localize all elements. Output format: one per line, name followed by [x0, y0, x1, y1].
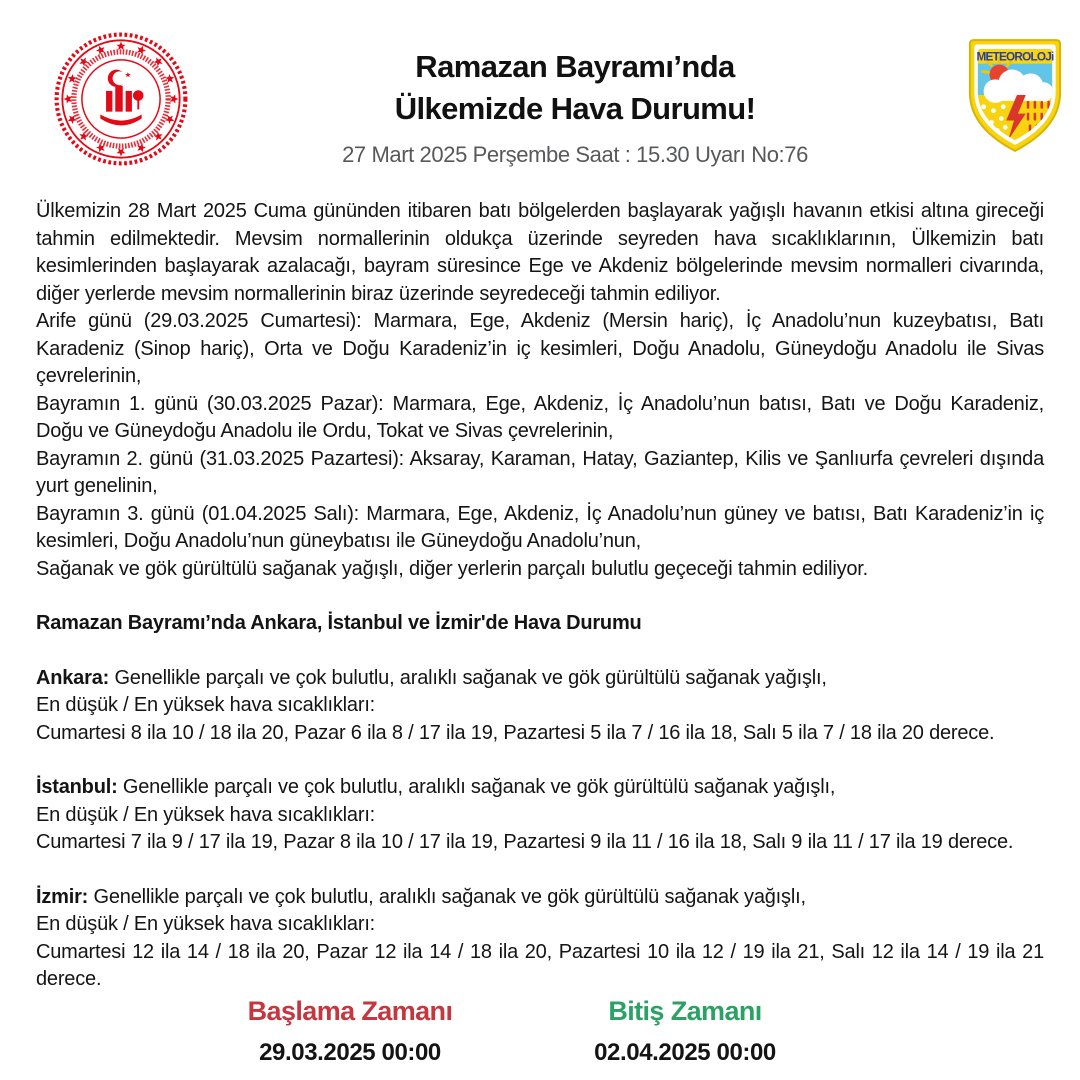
end-time-column [540, 996, 830, 1067]
paragraph-arife-gunu: Arife günü (29.03.2025 Cumartesi): Marmara, Ege, Akdeniz (Mersin hariç), İç Anadolu’nun kuzeybatısı, Batı Karadeniz (Sinop hariç), Orta ve Doğu Karadeniz’in iç kesimleri, Doğu Anadolu, Güneydoğu Anadolu ile Sivas çevrelerinin, [36, 310, 1044, 387]
city-summary-line [36, 884, 1044, 912]
start-time-value: 29.03.2025 00:00 [259, 1039, 441, 1066]
paragraph-bayram-3-gunu: Bayramın 3. günü (01.04.2025 Salı): Marmara, Ege, Akdeniz, İç Anadolu’nun güney ve batısı, Batı Karadeniz’in iç kesimleri, Doğu Anadolu’nun güneybatısı ile Güneydoğu Anadolu’nun, [36, 502, 1044, 552]
city-temps-values: Cumartesi 7 ila 9 / 17 ila 19, Pazar 8 ila 10 / 17 ila 19, Pazartesi 9 ila 11 / 16 ila 18, Salı 9 ila 11 / 17 ila 19 derece. [36, 831, 1014, 853]
start-time-label: Başlama Zamanı [247, 996, 453, 1026]
paragraph-saganak-summary: Sağanak ve gök gürültülü sağanak yağışlı, diğer yerlerin parçalı bulutlu geçeceği tahmin ediliyor. [36, 557, 869, 580]
validity-footer [0, 996, 1080, 1076]
city-summary-line [36, 774, 1044, 802]
city-summary-line [36, 665, 1044, 693]
city-temps-values: Cumartesi 8 ila 10 / 18 ila 20, Pazar 6 ila 8 / 17 ila 19, Pazartesi 5 ila 7 / 16 ila 18, Salı 5 ila 7 / 18 ila 20 derece. [36, 721, 995, 744]
city-name-ankara: Ankara: [36, 666, 110, 689]
city-block-istanbul [36, 774, 1044, 857]
meteoroloji-shield-icon [966, 36, 1064, 156]
page-title-line1: Ramazan Bayramı’nda [415, 49, 735, 84]
city-temps-label: En düşük / En yüksek hava sıcaklıkları: [36, 803, 376, 826]
bulletin-body [36, 198, 1044, 994]
header [200, 46, 950, 168]
paragraph-bayram-1-gunu: Bayramın 1. günü (30.03.2025 Pazar): Marmara, Ege, Akdeniz, İç Anadolu’nun batısı, Batı ve Doğu Karadeniz, Doğu ve Güneydoğu Anadolu ile Ordu, Tokat ve Sivas çevrelerinin, [36, 392, 1044, 442]
city-temps-label: En düşük / En yüksek hava sıcaklıkları: [36, 913, 376, 935]
meteoroloji-logo [966, 36, 1064, 156]
end-time-label: Bitiş Zamanı [608, 996, 762, 1026]
start-time-column [205, 996, 495, 1067]
city-summary-text: Genellikle parçalı ve çok bulutlu, aralıklı sağanak ve gök gürültülü sağanak yağışlı, [114, 666, 827, 689]
ministry-seal [52, 30, 190, 168]
city-block-izmir [36, 884, 1044, 994]
city-name-istanbul: İstanbul: [36, 776, 118, 798]
end-time-value: 02.04.2025 00:00 [594, 1039, 776, 1066]
page-title-line2: Ülkemizde Hava Durumu! [394, 91, 756, 126]
bulletin-dateline: 27 Mart 2025 Perşembe Saat : 15.30 Uyarı No:76 [342, 142, 808, 167]
city-temps-label: En düşük / En yüksek hava sıcaklıkları: [36, 694, 376, 716]
paragraph-bayram-2-gunu: Bayramın 2. günü (31.03.2025 Pazartesi): Aksaray, Karaman, Hatay, Gaziantep, Kilis ve Şanlıurfa çevreleri dışında yurt genelinin, [36, 447, 1044, 497]
city-summary-text: Genellikle parçalı ve çok bulutlu, aralıklı sağanak ve gök gürültülü sağanak yağışlı, [93, 885, 806, 908]
meteoroloji-logo-text: METEOROLOJi [976, 50, 1054, 64]
city-block-ankara [36, 665, 1044, 748]
cities-section-header: Ramazan Bayramı’nda Ankara, İstanbul ve İzmir'de Hava Durumu [36, 612, 642, 634]
city-name-izmir: İzmir: [36, 885, 89, 908]
ministry-seal-icon [52, 30, 190, 168]
city-summary-text: Genellikle parçalı ve çok bulutlu, aralıklı sağanak ve gök gürültülü sağanak yağışlı, [122, 776, 836, 798]
paragraph-forecast-overview: Ülkemizin 28 Mart 2025 Cuma gününden itibaren batı bölgelerden başlayarak yağışlı havanın etkisi altına gireceği tahmin edilmektedir. Mevsim normallerinin oldukça üzerinde seyreden hava sıcaklıklarının, Ülkemizin batı kesimlerinden başlayarak azalacağı, bayram süresince Ege ve Akdeniz bölgelerinde mevsim normalleri civarında, diğer yerlerde mevsim normallerinin biraz üzerinde seyredeceği tahmin ediliyor. [36, 200, 1044, 305]
city-temps-values: Cumartesi 12 ila 14 / 18 ila 20, Pazar 12 ila 14 / 18 ila 20, Pazartesi 10 ila 12 / 19 ila 21, Salı 12 ila 14 / 19 ila 21 derece. [36, 940, 1044, 990]
